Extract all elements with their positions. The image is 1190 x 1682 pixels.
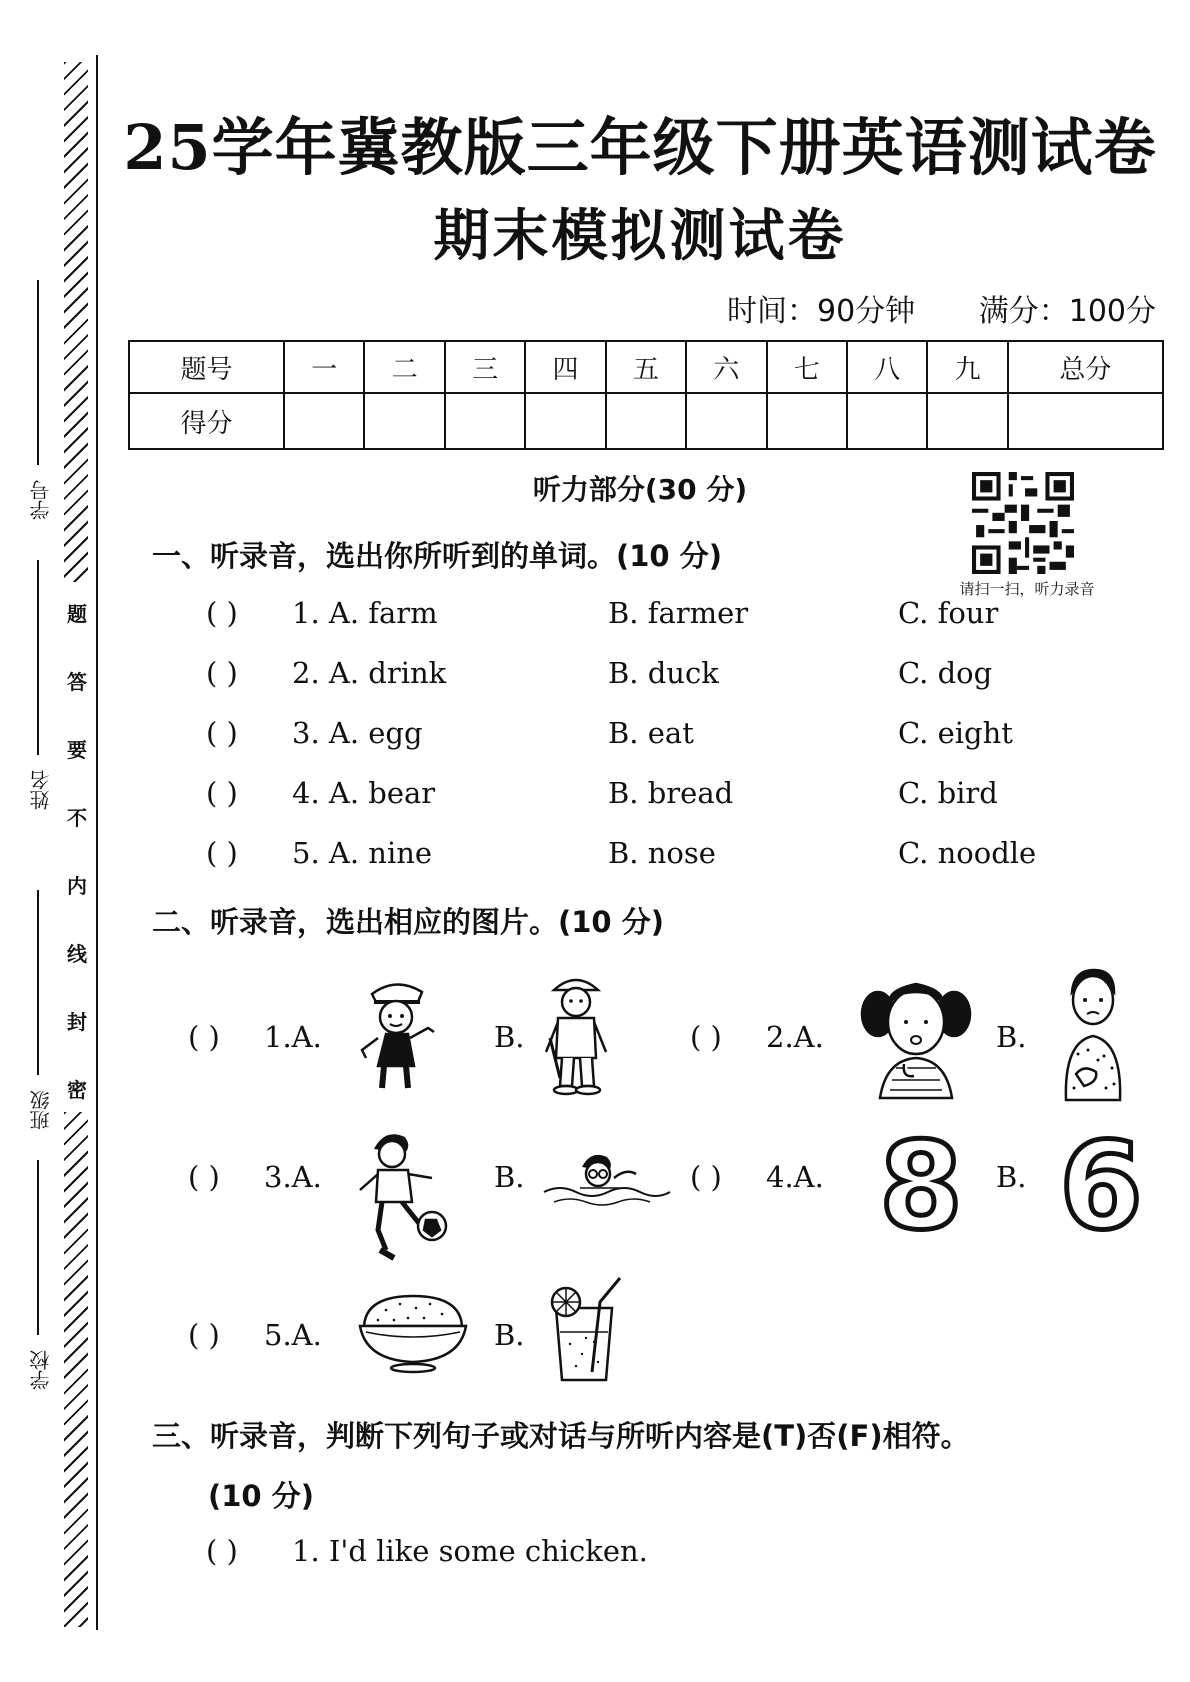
option-b-label: B.: [494, 1020, 525, 1054]
question-number: 1.A.: [264, 1020, 322, 1054]
class-field[interactable]: [26, 890, 53, 1130]
warning-char: 要: [67, 738, 87, 762]
name-label: 姓名: [29, 770, 53, 810]
score-input-cell[interactable]: [284, 393, 364, 449]
score-table-cell: 九: [927, 341, 1007, 393]
score-table-cell: 总分: [1008, 341, 1163, 393]
option-a: 4. A. bear: [292, 776, 436, 810]
score-table-cell: 二: [364, 341, 444, 393]
question-number: 4.A.: [766, 1160, 824, 1194]
page-title: 25学年冀教版三年级下册英语测试卷: [123, 111, 1157, 184]
score-table-cell: 题号: [129, 341, 284, 393]
warning-char: 封: [67, 1010, 87, 1034]
answer-blank[interactable]: ( ): [690, 1020, 722, 1054]
option-a: 3. A. egg: [292, 716, 423, 750]
question-row: [0, 596, 1190, 640]
boy-icon[interactable]: [1054, 964, 1132, 1102]
question-number: 2.A.: [766, 1020, 824, 1054]
answer-blank[interactable]: ( ): [206, 776, 238, 810]
qr-code-icon[interactable]: [972, 472, 1074, 574]
warning-char: 内: [67, 874, 87, 898]
option-b-label: B.: [996, 1160, 1027, 1194]
digit-eight-text: 8: [879, 1128, 963, 1238]
score-row-label: 得分: [129, 393, 284, 449]
answer-blank[interactable]: ( ): [188, 1160, 220, 1194]
answer-blank[interactable]: ( ): [206, 656, 238, 690]
option-b-label: B.: [996, 1020, 1027, 1054]
option-b: B. bread: [608, 776, 734, 810]
score-table-cell: 八: [847, 341, 927, 393]
school-label: 学校: [29, 1350, 53, 1390]
option-a: 5. A. nine: [292, 836, 433, 870]
rice-bowl-icon[interactable]: [356, 1290, 470, 1374]
option-c: C. four: [898, 596, 999, 630]
student-id-label: 学号: [29, 480, 53, 520]
score-input-cell[interactable]: [1008, 393, 1163, 449]
police-officer-icon[interactable]: [350, 972, 442, 1092]
warning-char: 线: [67, 942, 87, 966]
score-input-cell[interactable]: [364, 393, 444, 449]
exam-full-score: 满分：100分: [978, 294, 1156, 329]
question-row: [0, 656, 1190, 700]
score-table-cell: 四: [525, 341, 605, 393]
score-table-cell: 五: [606, 341, 686, 393]
option-a: 1. A. farm: [292, 596, 438, 630]
answer-blank[interactable]: ( ): [690, 1160, 722, 1194]
score-table-cell: 三: [445, 341, 525, 393]
digit-eight-icon: [878, 1128, 964, 1238]
section-3-points: (10 分): [208, 1479, 314, 1513]
juice-glass-icon[interactable]: [546, 1272, 626, 1384]
option-c: C. noodle: [898, 836, 1037, 870]
option-b-label: B.: [494, 1318, 525, 1352]
score-input-cell[interactable]: [767, 393, 847, 449]
option-c: C. eight: [898, 716, 1013, 750]
score-input-cell[interactable]: [847, 393, 927, 449]
answer-blank[interactable]: ( ): [206, 1534, 238, 1568]
section-1-title: 一、听录音，选出你所听到的单词。(10 分): [152, 539, 722, 573]
score-table-cell: 七: [767, 341, 847, 393]
option-b: B. duck: [608, 656, 719, 690]
student-id-field[interactable]: [26, 280, 53, 520]
score-input-cell[interactable]: [686, 393, 766, 449]
option-c: C. bird: [898, 776, 998, 810]
tf-statement: 1. I'd like some chicken.: [292, 1534, 648, 1568]
question-row: [0, 836, 1190, 880]
score-input-cell[interactable]: [445, 393, 525, 449]
digit-six-text: 6: [1059, 1128, 1143, 1238]
answer-blank[interactable]: ( ): [206, 596, 238, 630]
option-a: 2. A. drink: [292, 656, 447, 690]
question-row: [0, 776, 1190, 820]
score-input-cell[interactable]: [606, 393, 686, 449]
option-b: B. eat: [608, 716, 694, 750]
page-subtitle: 期末模拟测试卷: [433, 203, 847, 269]
answer-blank[interactable]: ( ): [206, 836, 238, 870]
option-b-label: B.: [494, 1160, 525, 1194]
girl-icon[interactable]: [856, 968, 976, 1100]
worker-icon[interactable]: [536, 968, 616, 1098]
score-table-score-row: [129, 393, 1163, 449]
score-input-cell[interactable]: [525, 393, 605, 449]
question-number: 3.A.: [264, 1160, 322, 1194]
answer-blank[interactable]: ( ): [188, 1318, 220, 1352]
section-2-title: 二、听录音，选出相应的图片。(10 分): [152, 905, 664, 939]
swimmer-icon[interactable]: [540, 1148, 674, 1220]
school-field[interactable]: [26, 1160, 53, 1390]
warning-char: 答: [67, 670, 87, 694]
question-number: 5.A.: [264, 1318, 322, 1352]
football-player-icon[interactable]: [352, 1130, 452, 1264]
exam-time: 时间：90分钟: [727, 294, 916, 329]
option-c: C. dog: [898, 656, 993, 690]
score-table-cell: 一: [284, 341, 364, 393]
hatch-bottom: [64, 1112, 88, 1627]
warning-char: 密: [67, 1078, 87, 1102]
listening-part-title: 听力部分(30 分): [532, 473, 748, 506]
question-row: [0, 716, 1190, 760]
section-3-title: 三、听录音，判断下列句子或对话与所听内容是(T)否(F)相符。: [152, 1419, 970, 1453]
score-table: [128, 340, 1164, 450]
score-table-cell: 六: [686, 341, 766, 393]
class-label: 班级: [29, 1090, 53, 1130]
answer-blank[interactable]: ( ): [206, 716, 238, 750]
digit-six-icon: [1058, 1128, 1144, 1238]
hatch-top: [64, 62, 88, 582]
exam-meta: [691, 286, 1156, 330]
qr-caption: 请扫一扫，听力录音: [959, 580, 1095, 598]
option-b: B. farmer: [608, 596, 749, 630]
warning-char: 不: [67, 806, 87, 830]
option-b: B. nose: [608, 836, 716, 870]
warning-char: 题: [67, 602, 87, 626]
score-input-cell[interactable]: [927, 393, 1007, 449]
score-table-header-row: [129, 341, 1163, 393]
answer-blank[interactable]: ( ): [188, 1020, 220, 1054]
